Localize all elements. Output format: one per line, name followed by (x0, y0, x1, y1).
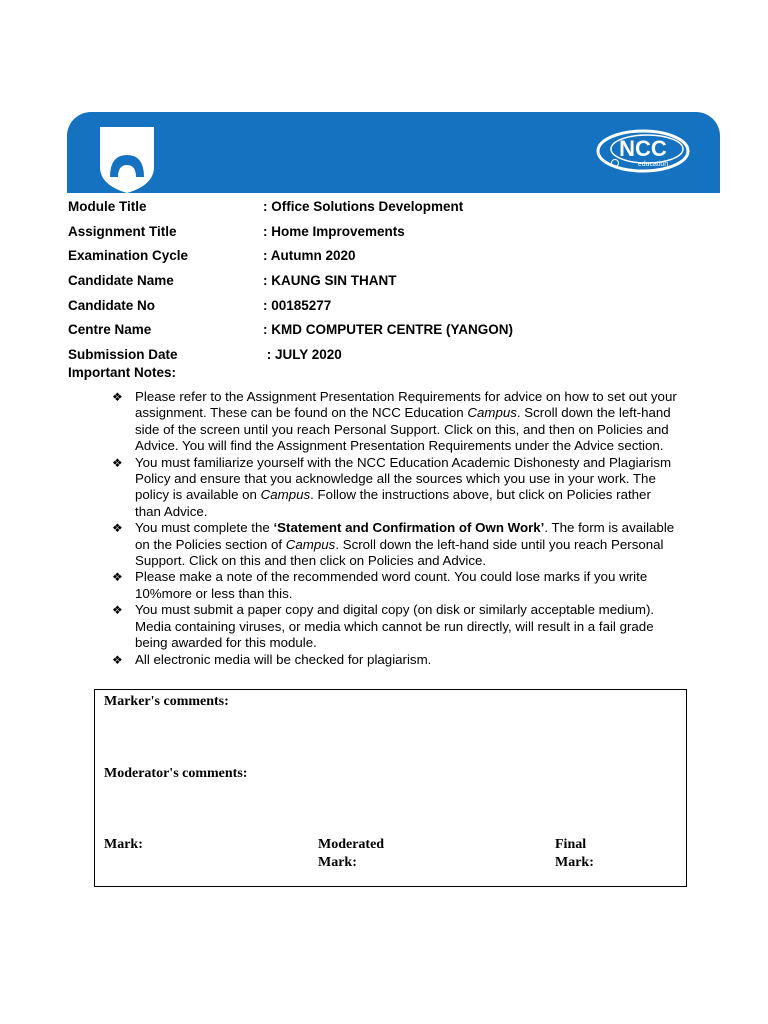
ncc-education-logo (595, 125, 691, 177)
field-row-assignment-title (68, 219, 708, 244)
note-text: All electronic media will be checked for plagiarism. (135, 651, 432, 667)
important-notes-list (112, 389, 680, 668)
field-label: Submission Date (68, 346, 178, 362)
university-shield-logo-icon (100, 127, 154, 193)
field-row-candidate-name (68, 268, 708, 293)
moderated-mark-line2: Mark: (318, 855, 357, 870)
diamond-bullet-icon: ❖ (112, 521, 123, 536)
field-value: : Office Solutions Development (263, 198, 464, 214)
field-value: : JULY 2020 (263, 346, 342, 362)
field-row-examination-cycle (68, 243, 708, 268)
ncc-logo-text: NCC (619, 136, 667, 161)
field-row-centre-name (68, 317, 708, 342)
note-text: You must complete the (135, 520, 274, 536)
field-label: Assignment Title (68, 223, 177, 239)
field-row-submission-date (68, 342, 708, 367)
note-text-campus: Campus (467, 405, 517, 421)
field-row-candidate-no (68, 293, 708, 318)
field-label: Candidate Name (68, 272, 174, 288)
important-notes-heading: Important Notes: (68, 365, 176, 380)
field-label: Centre Name (68, 322, 152, 338)
markers-comments-label: Marker's comments: (104, 694, 229, 709)
note-text: Please refer to the Assignment Presentation Requirements for advice on how to set out your assignment. These can be found on the NCC Education (135, 389, 677, 421)
final-mark-line1: Final (555, 837, 587, 852)
note-text-campus: Campus (285, 536, 336, 552)
header-banner (67, 112, 720, 193)
note-item (112, 520, 680, 569)
note-text: . Follow the instructions above, but click on Policies rather than Advice. (135, 487, 651, 519)
comments-box (94, 689, 687, 887)
field-value: : KMD COMPUTER CENTRE (YANGON) (263, 322, 514, 338)
mark-label: Mark: (104, 837, 143, 852)
assignment-details (68, 194, 708, 367)
note-text-campus: Campus (260, 487, 311, 503)
note-text: Please make a note of the recommended word count. You could lose marks if you write 10%more or less than this. (135, 569, 648, 601)
diamond-bullet-icon: ❖ (112, 455, 123, 470)
note-item (112, 652, 680, 668)
note-item (112, 569, 680, 602)
note-text: . The form is available on the Policies section of (135, 520, 675, 552)
diamond-bullet-icon: ❖ (112, 570, 123, 585)
note-text: . Scroll down the left-hand side of the screen until you reach Personal Support. Click on this, and then on Policies and Advice. You will find the Assignment Presentation Requirements under the Advice section. (135, 405, 671, 454)
field-label: Examination Cycle (68, 248, 189, 264)
moderated-mark-label (318, 836, 384, 872)
field-label: Module Title (68, 198, 147, 214)
moderators-comments-label: Moderator's comments: (104, 766, 248, 781)
note-text: You must submit a paper copy and digital copy (on disk or similarly acceptable medium). Media containing viruses, or media which cannot be run directly, will result in a fail grade being awarded for this module. (135, 602, 655, 651)
diamond-bullet-icon: ❖ (112, 390, 123, 404)
note-text-statement: ‘Statement and Confirmation of Own Work’ (273, 520, 545, 536)
note-item (112, 389, 680, 455)
note-item (112, 455, 680, 521)
diamond-bullet-icon: ❖ (112, 603, 123, 618)
final-mark-line2: Mark: (555, 855, 594, 870)
field-label: Candidate No (68, 297, 156, 313)
field-value: : 00185277 (263, 297, 332, 313)
field-value: : Autumn 2020 (263, 248, 356, 264)
ncc-logo-subtext: education (637, 161, 669, 168)
field-value: : Home Improvements (263, 223, 405, 239)
final-mark-label (555, 836, 594, 872)
note-item (112, 602, 680, 651)
field-value: : KAUNG SIN THANT (263, 272, 397, 288)
field-row-module-title (68, 194, 708, 219)
diamond-bullet-icon: ❖ (112, 652, 123, 667)
note-text: . Scroll down the left-hand side until you reach Personal Support. Click on this and then click on Policies and Advice. (135, 536, 664, 569)
moderated-mark-line1: Moderated (318, 837, 385, 852)
note-text: You must familiarize yourself with the NCC Education Academic Dishonesty and Plagiarism Policy and ensure that you acknowledge all the sources which you use in your work. The policy is available on (135, 454, 672, 503)
